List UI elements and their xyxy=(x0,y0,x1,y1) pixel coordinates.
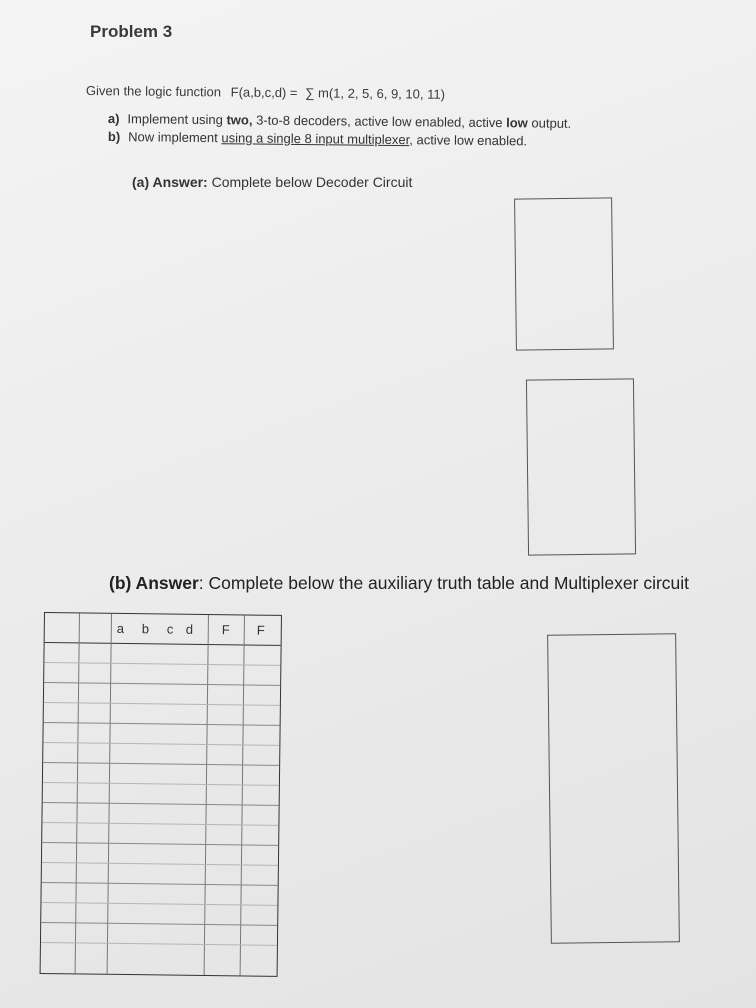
table-col-divider xyxy=(240,615,245,975)
part-b-underlined: using a single 8 input multiplexer xyxy=(221,130,410,148)
given-function-line xyxy=(86,83,445,102)
part-a-text-1: Implement using xyxy=(127,111,223,128)
part-a-text-2: 3-to-8 decoders, active low enabled, active xyxy=(256,112,503,131)
answer-a-text: Complete below Decoder Circuit xyxy=(211,174,413,190)
given-prefix: Given the logic function xyxy=(85,83,222,100)
truth-table-header xyxy=(45,613,281,646)
table-header-d: d xyxy=(185,621,194,637)
table-row-line xyxy=(43,742,279,746)
table-row-line xyxy=(42,822,278,826)
table-row-line xyxy=(44,662,280,666)
part-a-bold-two: two, xyxy=(226,112,253,128)
part-b-instruction xyxy=(108,129,527,148)
problem-title: Problem 3 xyxy=(90,22,173,41)
table-row-line xyxy=(44,702,280,706)
answer-b-label: (b) Answer xyxy=(109,573,199,593)
answer-a-heading xyxy=(132,174,412,190)
part-a-instruction xyxy=(108,111,571,131)
table-row-line xyxy=(44,722,280,726)
table-col-divider xyxy=(107,614,112,974)
table-col-divider xyxy=(75,613,80,973)
table-row-line xyxy=(43,782,279,786)
table-row-line xyxy=(41,942,277,946)
table-header-f: F xyxy=(221,622,230,638)
part-b-text-1: Now implement xyxy=(128,129,218,146)
table-header-f-prime: F xyxy=(256,622,265,638)
answer-a-label: (a) Answer: xyxy=(132,174,208,190)
part-a-label: a) xyxy=(107,111,120,127)
multiplexer-box xyxy=(547,633,680,944)
answer-b-heading xyxy=(109,573,689,594)
table-col-divider xyxy=(204,615,209,975)
table-header-c: c xyxy=(166,621,174,637)
part-b-text-2: , active low enabled. xyxy=(409,132,528,149)
decoder-1-box xyxy=(514,197,614,350)
table-row-line xyxy=(42,882,278,886)
table-row-line xyxy=(43,762,279,766)
table-row-line xyxy=(44,682,280,686)
decoder-2-box xyxy=(526,378,636,555)
table-row-line xyxy=(43,802,279,806)
table-row-line xyxy=(41,922,277,926)
part-a-text-3: output. xyxy=(531,115,572,131)
truth-table xyxy=(40,612,282,977)
table-header-a: a xyxy=(116,620,125,636)
minterm-list: m(1, 2, 5, 6, 9, 10, 11) xyxy=(317,85,446,102)
table-header-b: b xyxy=(141,621,150,637)
table-row-line xyxy=(41,902,277,906)
table-row-line xyxy=(42,842,278,846)
part-a-bold-low: low xyxy=(506,115,528,131)
answer-b-text: : Complete below the auxiliary truth table and Multiplexer circuit xyxy=(198,573,690,593)
table-row-line xyxy=(42,862,278,866)
function-lhs: F(a,b,c,d) = xyxy=(230,84,298,101)
sigma-symbol: ∑ xyxy=(305,85,315,101)
part-b-label: b) xyxy=(107,129,121,145)
